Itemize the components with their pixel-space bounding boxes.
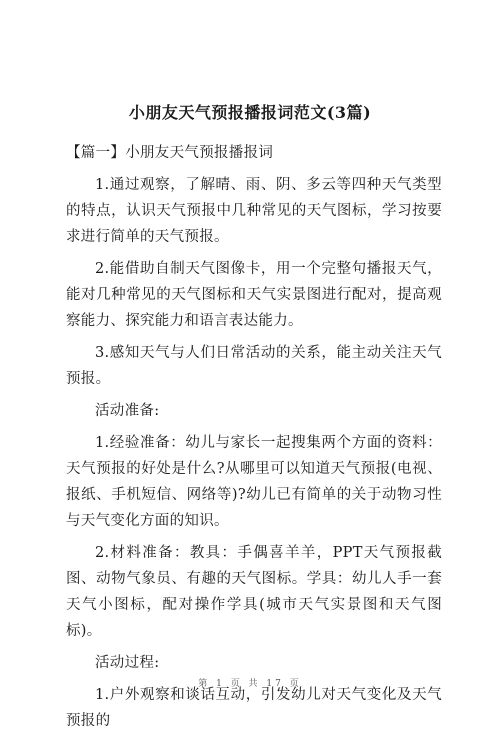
paragraph-goal-2: 2.能借助自制天气图像卡，用一个完整句播报天气，能对几种常见的天气图标和天气实景图进行配对，提高观察能力、探究能力和语言表达能力。: [66, 261, 442, 329]
section-heading: 【篇一】小朋友天气预报播报词: [66, 145, 274, 161]
paragraph-material-preparation: 2.材料准备：教具：手偶喜羊羊，PPT天气预报截图、动物气象员、有趣的天气图标。学具：幼儿人手一套天气小图标，配对操作学具(城市天气实景图和天气图标)。: [66, 545, 442, 639]
paragraph-process-1: 1.户外观察和谈话互动，引发幼儿对天气变化及天气预报的: [66, 687, 442, 729]
paragraph-experience-preparation: 1.经验准备：幼儿与家长一起搜集两个方面的资料：天气预报的好处是什么?从哪里可以知道天气预报(电视、报纸、手机短信、网络等)?幼儿已有简单的关于动物习性与天气变化方面的知识。: [66, 435, 442, 529]
paragraph-goal-3: 3.感知天气与人们日常活动的关系，能主动关注天气预报。: [66, 345, 442, 387]
heading-activity-process: 活动过程:: [95, 655, 160, 671]
document-title: 小朋友天气预报播报词范文(3篇): [128, 103, 372, 122]
heading-activity-preparation: 活动准备:: [95, 403, 160, 419]
document-body: [66, 140, 442, 740]
page-footer: 第 1 页 共 17 页: [198, 679, 302, 689]
paragraph-goal-1: 1.通过观察，了解晴、雨、阴、多云等四种天气类型的特点，认识天气预报中几种常见的天气图标，学习按要求进行简单的天气预报。: [66, 177, 442, 245]
